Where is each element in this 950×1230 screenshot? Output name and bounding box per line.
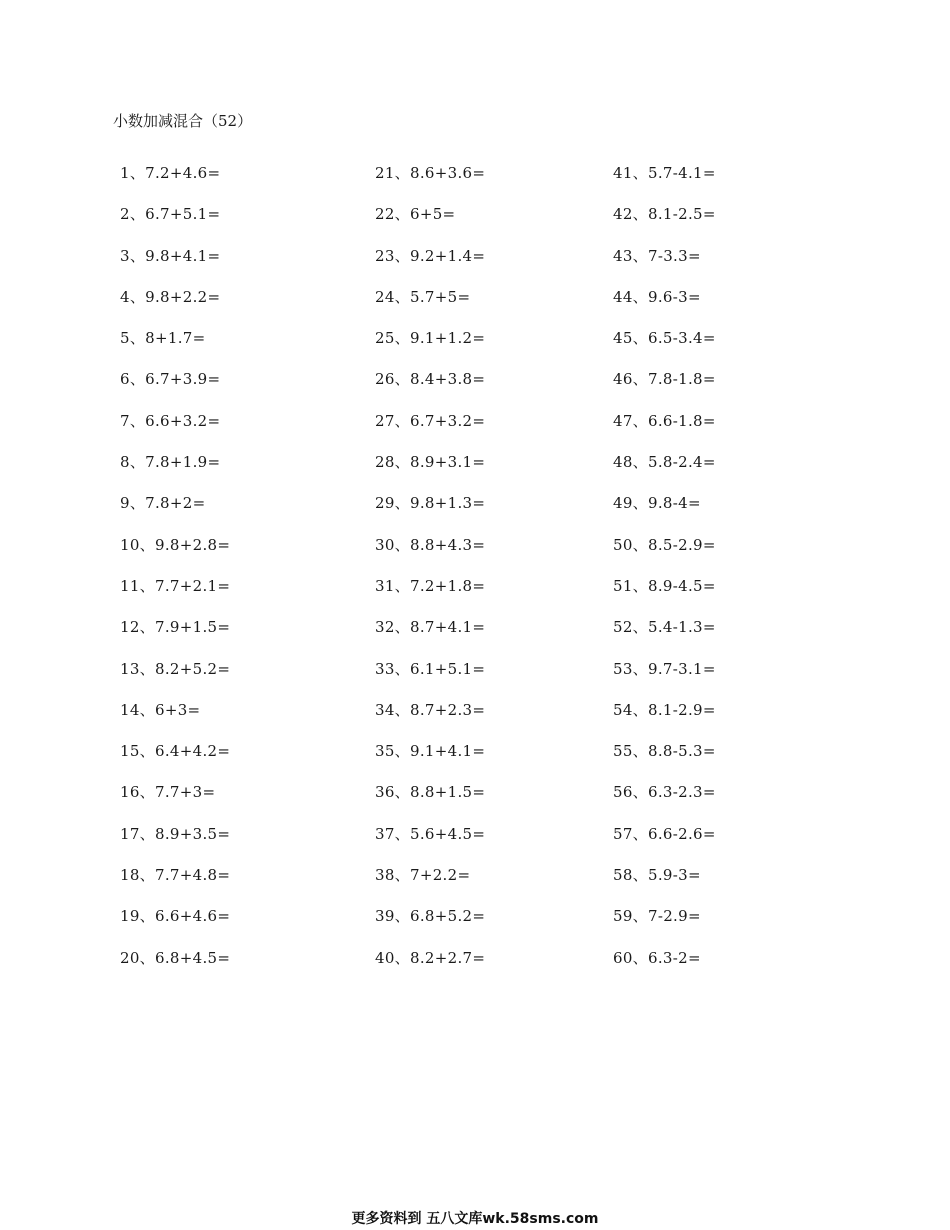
math-problem: 51、8.9-4.5= xyxy=(613,576,716,595)
math-problem: 24、5.7+5= xyxy=(375,287,471,306)
math-problem: 29、9.8+1.3= xyxy=(375,494,486,513)
math-problem: 18、7.7+4.8= xyxy=(120,866,231,885)
math-problem: 10、9.8+2.8= xyxy=(120,535,231,554)
math-problem: 27、6.7+3.2= xyxy=(375,411,486,430)
math-problem: 14、6+3= xyxy=(120,700,201,719)
math-problem: 36、8.8+1.5= xyxy=(375,783,486,802)
math-problem: 59、7-2.9= xyxy=(613,907,701,926)
math-problem: 13、8.2+5.2= xyxy=(120,659,231,678)
math-problem: 26、8.4+3.8= xyxy=(375,370,486,389)
math-problem: 30、8.8+4.3= xyxy=(375,535,486,554)
math-problem: 23、9.2+1.4= xyxy=(375,246,486,265)
math-problem: 60、6.3-2= xyxy=(613,948,701,967)
math-problem: 19、6.6+4.6= xyxy=(120,907,231,926)
footer-watermark: 更多资料到 五八文库wk.58sms.com xyxy=(351,1211,599,1227)
math-problem: 48、5.8-2.4= xyxy=(613,453,716,472)
math-problem: 44、9.6-3= xyxy=(613,287,701,306)
math-problem: 54、8.1-2.9= xyxy=(613,700,716,719)
problem-column-2 xyxy=(375,162,485,988)
math-problem: 58、5.9-3= xyxy=(613,866,701,885)
math-problem: 55、8.8-5.3= xyxy=(613,742,716,761)
math-problem: 42、8.1-2.5= xyxy=(613,205,716,224)
math-problem: 49、9.8-4= xyxy=(613,494,701,513)
math-problem: 7、6.6+3.2= xyxy=(120,411,221,430)
problem-column-1 xyxy=(120,162,230,988)
math-problem: 17、8.9+3.5= xyxy=(120,824,231,843)
math-problem: 57、6.6-2.6= xyxy=(613,824,716,843)
math-problem: 37、5.6+4.5= xyxy=(375,824,486,843)
math-problem: 16、7.7+3= xyxy=(120,783,216,802)
math-problem: 8、7.8+1.9= xyxy=(120,453,221,472)
math-problem: 41、5.7-4.1= xyxy=(613,164,716,182)
math-problem: 2、6.7+5.1= xyxy=(120,205,221,224)
math-problem: 39、6.8+5.2= xyxy=(375,907,486,926)
math-problem: 38、7+2.2= xyxy=(375,866,471,885)
math-problem: 31、7.2+1.8= xyxy=(375,576,486,595)
math-problem: 34、8.7+2.3= xyxy=(375,700,486,719)
math-problem: 47、6.6-1.8= xyxy=(613,411,716,430)
math-problem: 1、7.2+4.6= xyxy=(120,164,221,182)
math-problem: 21、8.6+3.6= xyxy=(375,164,486,182)
math-problem: 11、7.7+2.1= xyxy=(120,576,231,595)
math-problem: 53、9.7-3.1= xyxy=(613,659,716,678)
math-problem: 9、7.8+2= xyxy=(120,494,206,513)
math-problem: 6、6.7+3.9= xyxy=(120,370,221,389)
math-problem: 40、8.2+2.7= xyxy=(375,948,486,967)
math-problem: 28、8.9+3.1= xyxy=(375,453,486,472)
math-problem: 20、6.8+4.5= xyxy=(120,948,231,967)
math-problem: 15、6.4+4.2= xyxy=(120,742,231,761)
page-title: 小数加减混合（52） xyxy=(113,112,253,130)
math-problem: 56、6.3-2.3= xyxy=(613,783,716,802)
math-problem: 32、8.7+4.1= xyxy=(375,618,486,637)
math-problem: 43、7-3.3= xyxy=(613,246,701,265)
math-problem: 52、5.4-1.3= xyxy=(613,618,716,637)
math-problem: 25、9.1+1.2= xyxy=(375,329,486,348)
math-problem: 46、7.8-1.8= xyxy=(613,370,716,389)
math-problem: 22、6+5= xyxy=(375,205,456,224)
math-problem: 33、6.1+5.1= xyxy=(375,659,486,678)
math-problem: 5、8+1.7= xyxy=(120,329,206,348)
math-problem: 12、7.9+1.5= xyxy=(120,618,231,637)
math-problem: 4、9.8+2.2= xyxy=(120,287,221,306)
math-problem: 3、9.8+4.1= xyxy=(120,246,221,265)
math-problem: 35、9.1+4.1= xyxy=(375,742,486,761)
math-problem: 45、6.5-3.4= xyxy=(613,329,716,348)
math-problem: 50、8.5-2.9= xyxy=(613,535,716,554)
problem-column-3 xyxy=(613,162,716,988)
